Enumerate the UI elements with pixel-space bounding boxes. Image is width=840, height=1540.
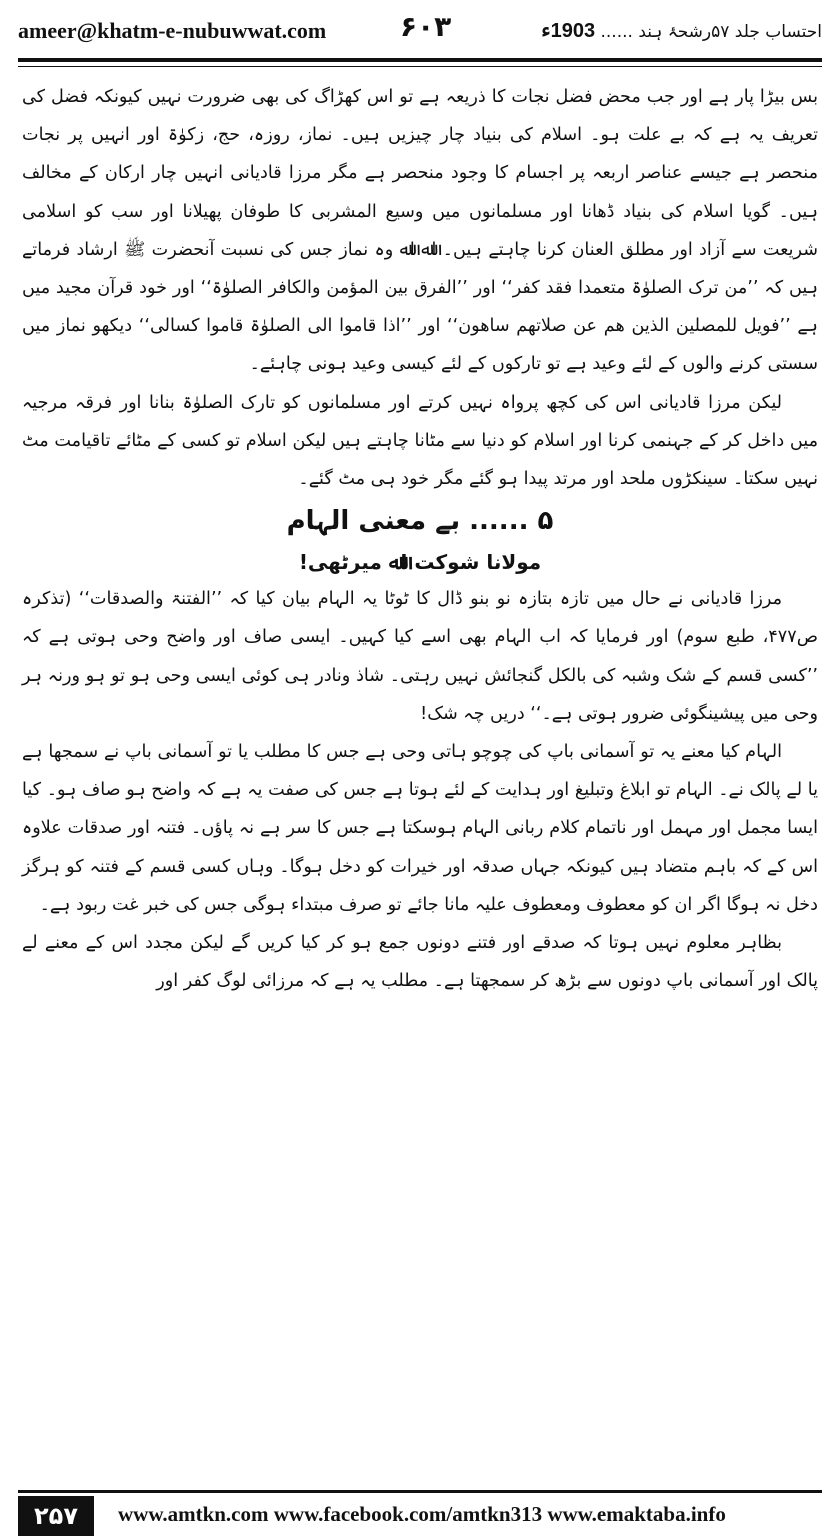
body-paragraph-3: مرزا قادیانی نے حال میں تازہ بتازہ نو بنو ڈال کا ٹوٹا یہ الہام بیان کیا کہ ’’الفتنۃ والصدقات‘‘ (تذکرہ ص۴۷۷، طبع سوم) اور فرمایا کہ اب الہام بھی اسے کیا کہیں۔ ایسی صاف اور واضح وحی ہوتی ہے کہ ’’کسی قسم کے شک وشبہ کی بالکل گنجائش نہیں رہتی۔ شاذ ونادر ہی کوئی ایسی وحی ہو تو ہو ورنہ ہر وحی میں پیشینگوئی ضرور ہوتی ہے۔‘‘ دریں چہ شک!: [22, 589, 818, 724]
section-heading: ۵ ...... بے معنی الہام: [286, 506, 554, 537]
header-rule-thin: [18, 66, 822, 67]
footer-rule: [18, 1490, 822, 1493]
header-email-link[interactable]: ameer@khatm-e-nubuwwat.com: [18, 18, 327, 43]
footer-page-box: ۲۵۷: [18, 1496, 94, 1536]
header-rule: [18, 58, 822, 62]
running-title-text: احتساب جلد ۵۷رشحۂ ہند ......: [595, 22, 822, 42]
header-running-title: [541, 18, 822, 43]
page-header: [18, 8, 822, 54]
body-paragraph-1: بس بیڑا پار ہے اور جب محض فضل نجات کا ذریعہ ہے تو اس کھڑاگ کی بھی ضرورت نہیں کیونکہ فضل کی تعریف یہ ہے کہ بے علت ہو۔ اسلام کی بنیاد چار چیزیں ہیں۔ نماز، روزہ، حج، زکوٰۃ اور انہیں پر نجات منحصر ہے جیسے عناصر اربعہ پر اجسام کا وجود منحصر ہے مگر مرزا قادیانی انہیں چار ارکان کے مخالف ہیں۔ گویا اسلام کی بنیاد ڈھانا اور مسلمانوں میں وسیع المشربی کا طوفان پھیلانا اور سب کو اسلامی شریعت سے آزاد اور مطلق العنان کرنا چاہتے ہیں۔ اﷲ اﷲ وہ نماز جس کی نسبت آنحضرت ﷺ ارشاد فرماتے ہیں کہ ’’من ترک الصلوٰۃ متعمدا فقد کفر‘‘ اور ’’الفرق بین المؤمن والکافر الصلوٰۃ‘‘ اور خود قرآن مجید میں ہے ’’فویل للمصلین الذین ھم عن صلاتھم ساھون‘‘ اور ’’اذا قاموا الی الصلوٰۃ قاموا کسالی‘‘ دیکھو نماز میں سستی کرنے والوں کے لئے وعید ہے تو تارکوں کے لئے کیسی وعید ہونی چاہئے۔: [22, 87, 818, 375]
page-body: [22, 78, 818, 1460]
body-paragraph-4: الہام کیا معنے یہ تو آسمانی باپ کی چوچو ہاتی وحی ہے جس کا مطلب یا تو آسمانی باپ نے سمجھا ہے یا لے پالک نے۔ الہام تو ابلاغ وتبلیغ اور ہدایت کے لئے ہوتا ہے جس کی صفت یہ ہے کہ واضح ہو صاف ہو۔ کیا ایسا مجمل اور مہمل اور ناتمام کلام ربانی الہام ہوسکتا ہے جس کا سر ہے نہ پاؤں۔ فتنہ اور صدقات علاوہ اس کے کہ باہم متضاد ہیں کیونکہ جہاں صدقہ اور خیرات کو دخل ہوگا۔ وہاں کسی قسم کے فتنہ کو ہرگز دخل نہ ہوگا اگر ان کو معطوف ومعطوف علیہ مانا جائے تو صرف مبتداء ہوگی جس کی خبر غت ربود ہے۔: [22, 742, 818, 915]
body-paragraph-2: لیکن مرزا قادیانی اس کی کچھ پرواہ نہیں کرتے اور مسلمانوں کو تارک الصلوٰۃ بنانا اور فرقہ مرجیہ میں داخل کر کے جہنمی کرنا اور اسلام کو دنیا سے مٹانا چاہتے ہیں لیکن اسلام تو کسی کے مٹائے تاقیامت مٹ نہیں سکتا۔ سینکڑوں ملحد اور مرتد پیدا ہو گئے مگر خود ہی مٹ گئے۔: [22, 392, 818, 490]
running-title-year: 1903ء: [541, 20, 596, 42]
section-author: مولانا شوکت اﷲ میرٹھی!: [298, 550, 542, 575]
footer-urls[interactable]: www.amtkn.com www.facebook.com/amtkn313 www.emaktaba.info: [118, 1502, 726, 1526]
body-paragraph-5: بظاہر معلوم نہیں ہوتا کہ صدقے اور فتنے دونوں جمع ہو کر کیا کریں گے لیکن مجدد اس کے معنے لے پالک اور آسمانی باپ دونوں سے بڑھ کر سمجھتا ہے۔ مطلب یہ ہے کہ مرزائی لوگ کفر اور: [22, 933, 818, 992]
header-page-number: ۶۰۳: [400, 10, 452, 43]
